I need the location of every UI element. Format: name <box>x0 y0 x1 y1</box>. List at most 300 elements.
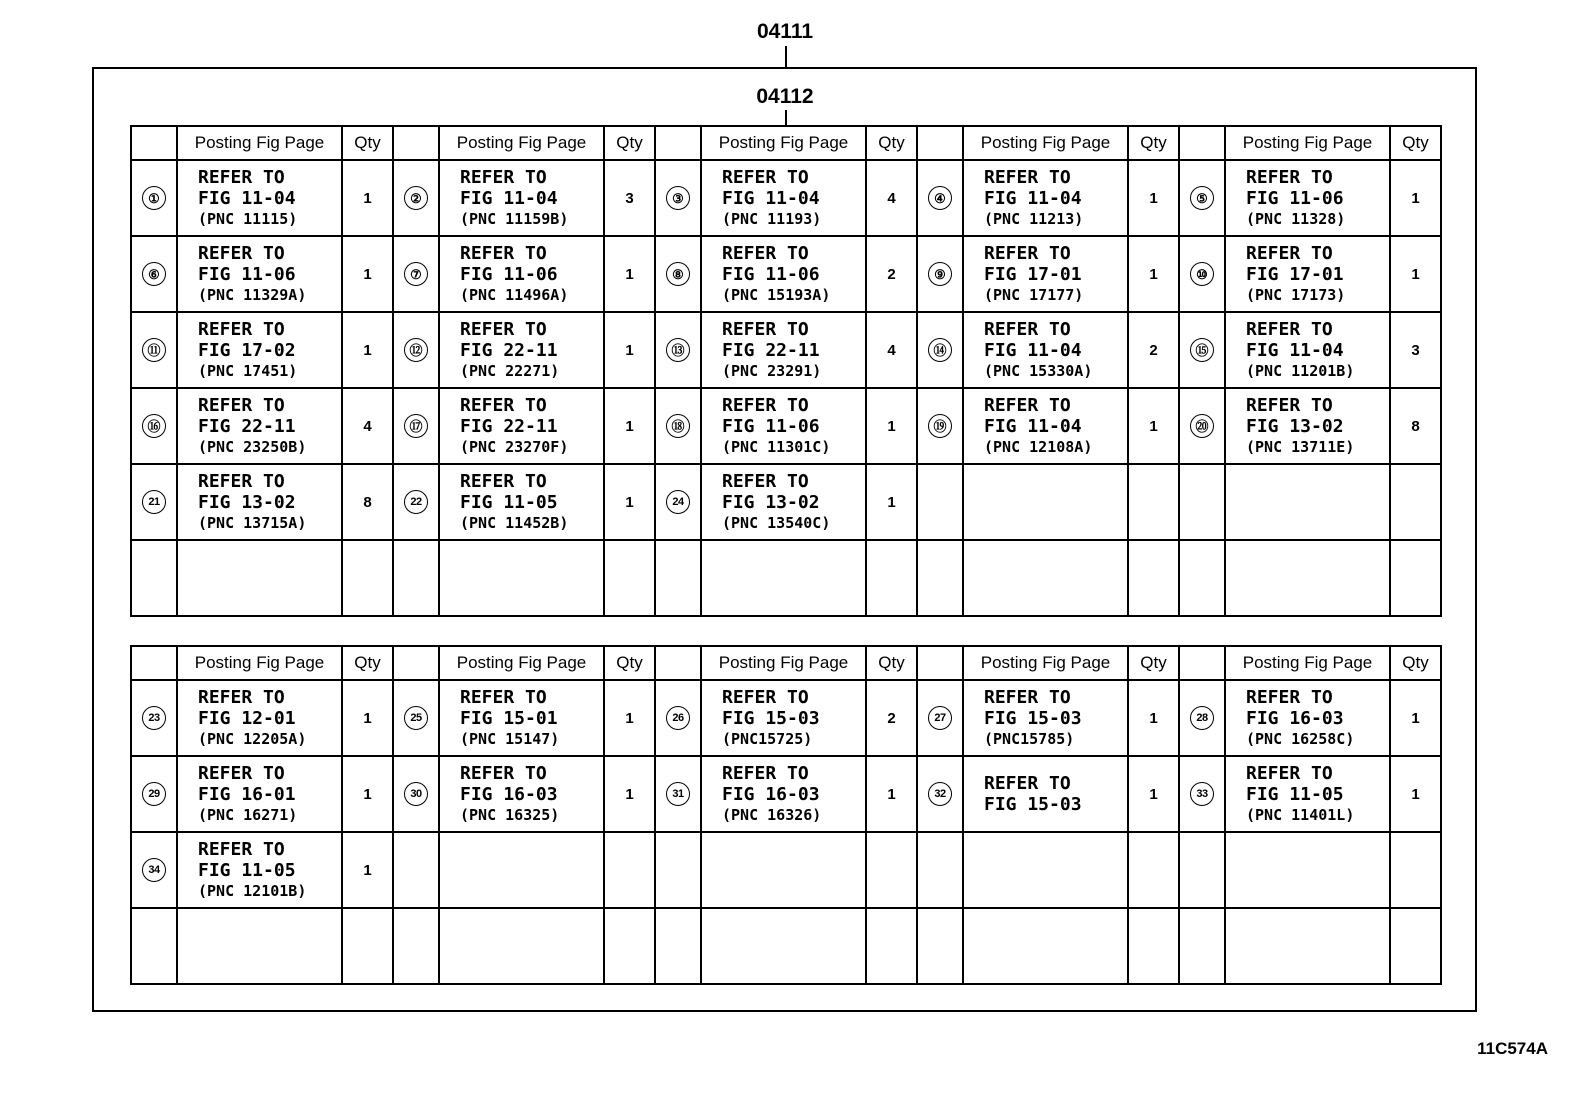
refer-to-text: REFER TO <box>460 166 547 188</box>
reference-cell <box>177 908 342 984</box>
qty-cell: 1 <box>866 464 917 540</box>
reference-cell <box>701 540 866 616</box>
reference-cell <box>963 160 1128 236</box>
item-number-badge: ⑭ <box>928 338 952 362</box>
fig-reference: FIG 16-03 <box>722 783 820 805</box>
header-posting-fig-page: Posting Fig Page <box>177 126 342 160</box>
pnc-reference: (PNC 23291) <box>722 361 822 380</box>
item-number-cell <box>131 680 177 756</box>
pnc-reference: (PNC 17173) <box>1246 285 1346 304</box>
item-number-cell <box>917 832 963 908</box>
reference-cell <box>439 908 604 984</box>
reference-cell <box>963 388 1128 464</box>
qty-cell: 2 <box>866 680 917 756</box>
qty-cell: 1 <box>1390 236 1441 312</box>
refer-to-text: REFER TO <box>1246 686 1333 708</box>
reference-cell <box>177 756 342 832</box>
refer-to-text: REFER TO <box>460 394 547 416</box>
refer-to-text: REFER TO <box>722 318 809 340</box>
header-qty: Qty <box>1128 646 1179 680</box>
header-number-cell <box>1179 126 1225 160</box>
item-number-badge: ⑧ <box>666 262 690 286</box>
item-number-cell <box>131 388 177 464</box>
reference-cell <box>963 756 1128 832</box>
item-number-badge: 21 <box>142 490 166 514</box>
item-number-cell <box>131 312 177 388</box>
item-number-badge: 31 <box>666 782 690 806</box>
item-number-cell <box>655 540 701 616</box>
pnc-reference: (PNC 16325) <box>460 805 560 824</box>
item-number-cell <box>917 236 963 312</box>
item-number-cell <box>655 236 701 312</box>
fig-reference: FIG 15-03 <box>722 707 820 729</box>
reference-cell <box>1225 680 1390 756</box>
header-posting-fig-page: Posting Fig Page <box>701 126 866 160</box>
item-number-badge: ⑱ <box>666 414 690 438</box>
qty-cell: 1 <box>604 312 655 388</box>
pnc-reference: (PNC 16271) <box>198 805 298 824</box>
qty-cell <box>604 832 655 908</box>
refer-to-text: REFER TO <box>460 318 547 340</box>
table-row <box>131 388 1441 464</box>
item-number-badge: ⑯ <box>142 414 166 438</box>
qty-cell: 1 <box>1390 680 1441 756</box>
item-number-badge: ⑳ <box>1190 414 1214 438</box>
reference-cell <box>963 312 1128 388</box>
header-posting-fig-page: Posting Fig Page <box>1225 126 1390 160</box>
qty-cell <box>866 540 917 616</box>
item-number-badge: 22 <box>404 490 428 514</box>
header-qty: Qty <box>604 126 655 160</box>
item-number-cell <box>655 680 701 756</box>
reference-cell <box>701 832 866 908</box>
qty-cell <box>1390 464 1441 540</box>
reference-cell <box>963 680 1128 756</box>
reference-cell <box>701 236 866 312</box>
fig-reference: FIG 11-04 <box>984 415 1082 437</box>
reference-cell <box>439 832 604 908</box>
reference-cell <box>963 832 1128 908</box>
qty-cell <box>1128 540 1179 616</box>
reference-cell <box>1225 236 1390 312</box>
pnc-reference: (PNC 12101B) <box>198 881 307 900</box>
fig-reference: FIG 11-06 <box>1246 187 1344 209</box>
item-number-badge: 27 <box>928 706 952 730</box>
fig-reference: FIG 15-01 <box>460 707 558 729</box>
leader-line-top <box>785 46 787 67</box>
qty-cell <box>604 908 655 984</box>
fig-reference: FIG 11-04 <box>722 187 820 209</box>
qty-cell: 8 <box>1390 388 1441 464</box>
qty-cell: 1 <box>1128 236 1179 312</box>
reference-cell <box>177 832 342 908</box>
qty-cell <box>866 832 917 908</box>
item-number-cell <box>917 540 963 616</box>
item-number-badge: ⑨ <box>928 262 952 286</box>
reference-cell <box>177 388 342 464</box>
refer-to-text: REFER TO <box>198 242 285 264</box>
refer-to-text: REFER TO <box>1246 242 1333 264</box>
item-number-cell <box>131 908 177 984</box>
item-number-badge: 25 <box>404 706 428 730</box>
fig-reference: FIG 16-01 <box>198 783 296 805</box>
qty-cell: 4 <box>866 160 917 236</box>
pnc-reference: (PNC 11159B) <box>460 209 569 228</box>
pnc-reference: (PNC 13715A) <box>198 513 307 532</box>
item-number-badge: ⑦ <box>404 262 428 286</box>
pnc-reference: (PNC 11201B) <box>1246 361 1355 380</box>
reference-cell <box>701 464 866 540</box>
reference-cell <box>1225 908 1390 984</box>
qty-cell <box>866 908 917 984</box>
item-number-cell <box>131 236 177 312</box>
item-number-cell <box>393 312 439 388</box>
pnc-reference: (PNC 11452B) <box>460 513 569 532</box>
header-number-cell <box>131 126 177 160</box>
item-number-cell <box>393 680 439 756</box>
pnc-reference: (PNC 12108A) <box>984 437 1093 456</box>
reference-cell <box>701 756 866 832</box>
pnc-reference: (PNC 17177) <box>984 285 1084 304</box>
qty-cell: 1 <box>1390 756 1441 832</box>
reference-cell <box>177 540 342 616</box>
refer-to-text: REFER TO <box>1246 762 1333 784</box>
item-number-badge: ⑲ <box>928 414 952 438</box>
item-number-badge: ⑩ <box>1190 262 1214 286</box>
qty-cell: 3 <box>604 160 655 236</box>
item-number-cell <box>393 160 439 236</box>
refer-to-text: REFER TO <box>198 318 285 340</box>
pnc-reference: (PNC 15193A) <box>722 285 831 304</box>
item-number-cell <box>655 388 701 464</box>
pnc-reference: (PNC15785) <box>984 729 1075 748</box>
pnc-reference: (PNC 16326) <box>722 805 822 824</box>
qty-cell <box>1128 832 1179 908</box>
table-body <box>131 680 1441 984</box>
item-number-cell <box>1179 756 1225 832</box>
item-number-cell <box>131 160 177 236</box>
reference-cell <box>963 908 1128 984</box>
item-number-cell <box>1179 388 1225 464</box>
item-number-badge: ⑮ <box>1190 338 1214 362</box>
header-qty: Qty <box>866 646 917 680</box>
item-number-cell <box>393 464 439 540</box>
reference-cell <box>701 908 866 984</box>
refer-to-text: REFER TO <box>198 762 285 784</box>
item-number-cell <box>1179 908 1225 984</box>
pnc-reference: (PNC 12205A) <box>198 729 307 748</box>
pnc-reference: (PNC 15147) <box>460 729 560 748</box>
qty-cell <box>342 540 393 616</box>
item-number-cell <box>393 236 439 312</box>
item-number-badge: 32 <box>928 782 952 806</box>
pnc-reference: (PNC 11328) <box>1246 209 1346 228</box>
item-number-cell <box>917 160 963 236</box>
pnc-reference: (PNC 11496A) <box>460 285 569 304</box>
table-row <box>131 832 1441 908</box>
item-number-cell <box>655 908 701 984</box>
item-number-cell <box>917 680 963 756</box>
reference-cell <box>439 756 604 832</box>
refer-to-text: REFER TO <box>1246 166 1333 188</box>
header-posting-fig-page: Posting Fig Page <box>439 646 604 680</box>
reference-cell <box>963 236 1128 312</box>
item-number-cell <box>655 832 701 908</box>
fig-reference: FIG 13-02 <box>722 491 820 513</box>
reference-cell <box>1225 388 1390 464</box>
reference-cell <box>439 312 604 388</box>
refer-to-text: REFER TO <box>984 242 1071 264</box>
item-number-badge: ⑤ <box>1190 186 1214 210</box>
table-row <box>131 312 1441 388</box>
header-number-cell <box>655 646 701 680</box>
item-number-badge: 29 <box>142 782 166 806</box>
qty-cell: 1 <box>1128 756 1179 832</box>
refer-to-text: REFER TO <box>722 242 809 264</box>
assembly-code-top: 04111 <box>756 20 814 43</box>
header-posting-fig-page: Posting Fig Page <box>963 126 1128 160</box>
refer-to-text: REFER TO <box>198 470 285 492</box>
qty-cell: 1 <box>1128 160 1179 236</box>
reference-cell <box>1225 464 1390 540</box>
header-qty: Qty <box>1128 126 1179 160</box>
qty-cell: 1 <box>604 388 655 464</box>
reference-cell <box>701 160 866 236</box>
pnc-reference: (PNC 16258C) <box>1246 729 1355 748</box>
pnc-reference: (PNC 23270F) <box>460 437 569 456</box>
refer-to-text: REFER TO <box>460 686 547 708</box>
item-number-cell <box>655 160 701 236</box>
fig-reference: FIG 16-03 <box>1246 707 1344 729</box>
item-number-cell <box>1179 680 1225 756</box>
reference-cell <box>1225 160 1390 236</box>
item-number-cell <box>131 832 177 908</box>
reference-cell <box>177 680 342 756</box>
qty-cell: 1 <box>604 464 655 540</box>
reference-cell <box>177 160 342 236</box>
header-posting-fig-page: Posting Fig Page <box>439 126 604 160</box>
reference-cell <box>963 540 1128 616</box>
header-qty: Qty <box>1390 646 1441 680</box>
pnc-reference: (PNC 23250B) <box>198 437 307 456</box>
qty-cell: 1 <box>604 756 655 832</box>
table-row <box>131 160 1441 236</box>
reference-cell <box>701 680 866 756</box>
header-posting-fig-page: Posting Fig Page <box>963 646 1128 680</box>
refer-to-text: REFER TO <box>1246 394 1333 416</box>
figure-id: 11C574A <box>1477 1039 1548 1058</box>
fig-reference: FIG 11-04 <box>198 187 296 209</box>
table-row <box>131 908 1441 984</box>
refer-to-text: REFER TO <box>984 318 1071 340</box>
refer-to-text: REFER TO <box>198 394 285 416</box>
item-number-cell <box>917 908 963 984</box>
item-number-cell <box>131 464 177 540</box>
item-number-badge: ② <box>404 186 428 210</box>
reference-cell <box>177 236 342 312</box>
item-number-cell <box>393 832 439 908</box>
refer-to-text: REFER TO <box>198 166 285 188</box>
qty-cell: 1 <box>342 756 393 832</box>
item-number-cell <box>1179 160 1225 236</box>
refer-to-text: REFER TO <box>984 773 1071 794</box>
qty-cell: 3 <box>1390 312 1441 388</box>
qty-cell <box>1390 832 1441 908</box>
reference-cell <box>439 464 604 540</box>
table-header-row <box>131 646 1441 680</box>
reference-cell <box>439 540 604 616</box>
header-qty: Qty <box>1390 126 1441 160</box>
reference-cell <box>1225 540 1390 616</box>
item-number-cell <box>655 464 701 540</box>
pnc-reference: (PNC 15330A) <box>984 361 1093 380</box>
qty-cell: 1 <box>1128 388 1179 464</box>
qty-cell: 1 <box>604 236 655 312</box>
refer-to-text: REFER TO <box>460 242 547 264</box>
reference-cell <box>1225 312 1390 388</box>
item-number-badge: ③ <box>666 186 690 210</box>
fig-reference: FIG 11-06 <box>722 263 820 285</box>
fig-reference: FIG 22-11 <box>460 415 558 437</box>
item-number-cell <box>1179 236 1225 312</box>
pnc-reference: (PNC 11193) <box>722 209 822 228</box>
qty-cell <box>342 908 393 984</box>
fig-reference: FIG 17-02 <box>198 339 296 361</box>
header-number-cell <box>131 646 177 680</box>
qty-cell: 1 <box>604 680 655 756</box>
refer-to-text: REFER TO <box>984 394 1071 416</box>
item-number-cell <box>917 464 963 540</box>
table-row <box>131 464 1441 540</box>
refer-to-text: REFER TO <box>722 686 809 708</box>
qty-cell: 4 <box>866 312 917 388</box>
item-number-cell <box>1179 464 1225 540</box>
reference-cell <box>701 312 866 388</box>
header-number-cell <box>393 126 439 160</box>
qty-cell <box>1390 540 1441 616</box>
pnc-reference: (PNC 11115) <box>198 209 298 228</box>
qty-cell: 1 <box>342 160 393 236</box>
refer-to-text: REFER TO <box>460 762 547 784</box>
reference-cell <box>439 680 604 756</box>
fig-reference: FIG 17-01 <box>984 263 1082 285</box>
refer-to-text: REFER TO <box>460 470 547 492</box>
item-number-cell <box>131 756 177 832</box>
item-number-cell <box>393 388 439 464</box>
refer-to-text: REFER TO <box>722 762 809 784</box>
item-number-cell <box>655 312 701 388</box>
pnc-reference: (PNC 11329A) <box>198 285 307 304</box>
header-qty: Qty <box>866 126 917 160</box>
reference-table-upper <box>130 125 1442 617</box>
header-posting-fig-page: Posting Fig Page <box>1225 646 1390 680</box>
item-number-badge: ⑬ <box>666 338 690 362</box>
pnc-reference: (PNC 13711E) <box>1246 437 1355 456</box>
fig-reference: FIG 11-05 <box>460 491 558 513</box>
header-number-cell <box>655 126 701 160</box>
fig-reference: FIG 11-04 <box>1246 339 1344 361</box>
fig-reference: FIG 12-01 <box>198 707 296 729</box>
reference-cell <box>177 312 342 388</box>
qty-cell <box>1128 464 1179 540</box>
header-number-cell <box>393 646 439 680</box>
fig-reference: FIG 15-03 <box>984 794 1082 815</box>
reference-cell <box>1225 756 1390 832</box>
pnc-reference: (PNC 11213) <box>984 209 1084 228</box>
item-number-badge: ⑪ <box>142 338 166 362</box>
header-qty: Qty <box>604 646 655 680</box>
item-number-cell <box>393 540 439 616</box>
table-row <box>131 540 1441 616</box>
reference-cell <box>439 388 604 464</box>
pnc-reference: (PNC 13540C) <box>722 513 831 532</box>
qty-cell: 1 <box>342 832 393 908</box>
item-number-badge: ④ <box>928 186 952 210</box>
fig-reference: FIG 22-11 <box>460 339 558 361</box>
refer-to-text: REFER TO <box>984 166 1071 188</box>
fig-reference: FIG 13-02 <box>198 491 296 513</box>
reference-cell <box>177 464 342 540</box>
item-number-badge: 26 <box>666 706 690 730</box>
qty-cell: 1 <box>1390 160 1441 236</box>
qty-cell <box>1390 908 1441 984</box>
item-number-badge: ⑥ <box>142 262 166 286</box>
qty-cell: 1 <box>342 312 393 388</box>
fig-reference: FIG 22-11 <box>198 415 296 437</box>
pnc-reference: (PNC 22271) <box>460 361 560 380</box>
qty-cell: 1 <box>1128 680 1179 756</box>
item-number-cell <box>393 908 439 984</box>
qty-cell: 1 <box>342 236 393 312</box>
table-header-row <box>131 126 1441 160</box>
fig-reference: FIG 11-06 <box>460 263 558 285</box>
fig-reference: FIG 11-06 <box>722 415 820 437</box>
refer-to-text: REFER TO <box>984 686 1071 708</box>
header-qty: Qty <box>342 646 393 680</box>
pnc-reference: (PNC15725) <box>722 729 813 748</box>
reference-cell <box>439 236 604 312</box>
item-number-badge: ⑰ <box>404 414 428 438</box>
fig-reference: FIG 15-03 <box>984 707 1082 729</box>
item-number-cell <box>131 540 177 616</box>
header-number-cell <box>917 126 963 160</box>
header-posting-fig-page: Posting Fig Page <box>701 646 866 680</box>
item-number-badge: 33 <box>1190 782 1214 806</box>
item-number-cell <box>917 756 963 832</box>
assembly-code-inner: 04112 <box>756 85 814 108</box>
fig-reference: FIG 11-04 <box>984 187 1082 209</box>
table-body <box>131 160 1441 616</box>
item-number-cell <box>1179 312 1225 388</box>
item-number-cell <box>917 388 963 464</box>
reference-cell <box>963 464 1128 540</box>
refer-to-text: REFER TO <box>1246 318 1333 340</box>
fig-reference: FIG 13-02 <box>1246 415 1344 437</box>
qty-cell: 2 <box>1128 312 1179 388</box>
table-row <box>131 680 1441 756</box>
pnc-reference: (PNC 17451) <box>198 361 298 380</box>
item-number-badge: 24 <box>666 490 690 514</box>
refer-to-text: REFER TO <box>722 166 809 188</box>
item-number-cell <box>393 756 439 832</box>
item-number-cell <box>655 756 701 832</box>
fig-reference: FIG 11-04 <box>984 339 1082 361</box>
header-number-cell <box>1179 646 1225 680</box>
table-row <box>131 236 1441 312</box>
qty-cell: 1 <box>866 756 917 832</box>
qty-cell <box>604 540 655 616</box>
item-number-badge: 34 <box>142 858 166 882</box>
